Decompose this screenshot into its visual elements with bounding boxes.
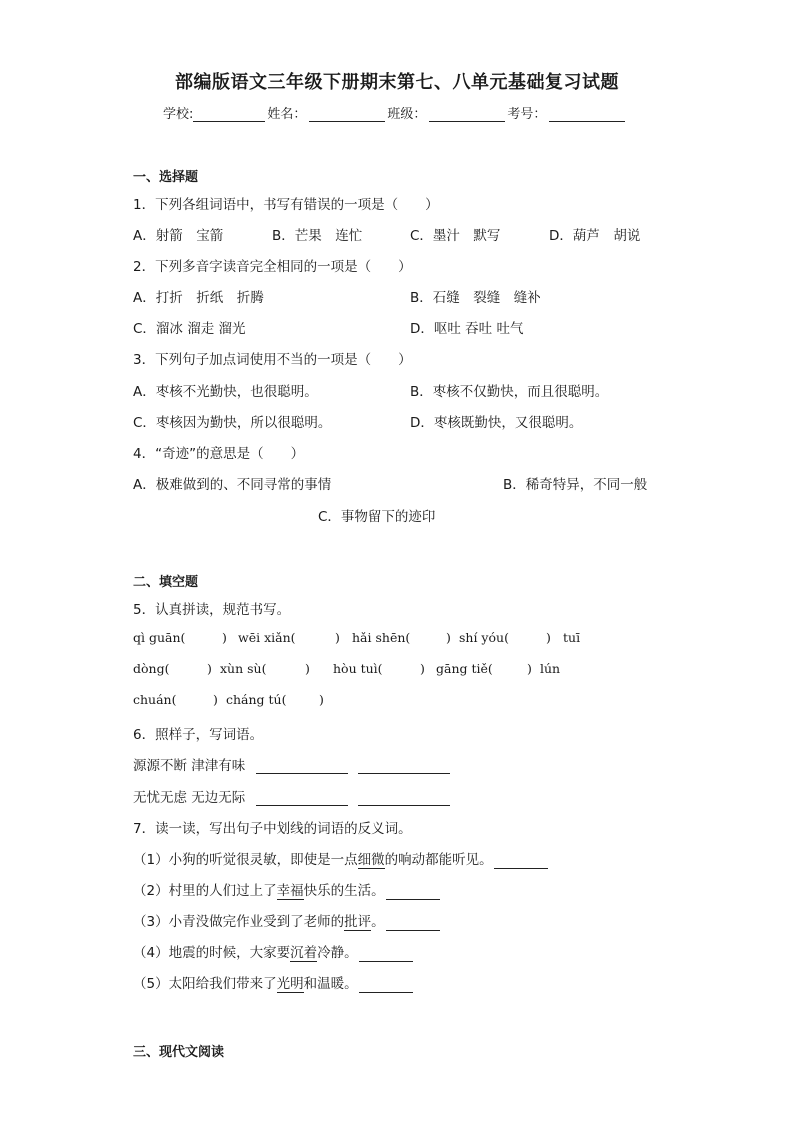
school-blank[interactable]	[193, 107, 265, 122]
pinyin-item: wēi xiǎn(	[238, 630, 296, 645]
q2-option-a[interactable]: A．打折 折纸 折腾	[133, 290, 264, 306]
answer-blank[interactable]	[358, 759, 450, 774]
q3-option-a[interactable]: A．枣核不光勤快，也很聪明。	[133, 384, 318, 400]
q2-option-c[interactable]: C．溜冰 溜走 溜光	[133, 321, 246, 337]
sentence-text: 的响动都能听见。	[384, 852, 493, 868]
q3-stem: 3．下列句子加点词使用不当的一项是（ ）	[133, 352, 412, 368]
page-title: 部编版语文三年级下册期末第七、八单元基础复习试题	[175, 72, 619, 93]
q2-option-b[interactable]: B．石缝 裂缝 缝补	[410, 290, 541, 306]
school-label: 学校:	[163, 107, 194, 122]
answer-blank[interactable]	[359, 947, 413, 962]
student-info-row	[163, 103, 627, 122]
pinyin-item: xùn sù(	[220, 661, 267, 676]
pinyin-close: )	[319, 692, 324, 707]
pinyin-close: )	[546, 630, 551, 645]
underlined-word: 沉着	[290, 945, 318, 961]
q1-option-b[interactable]: B．芒果 连忙	[272, 228, 363, 244]
pinyin-item: tuī	[563, 630, 581, 645]
q3-option-c[interactable]: C．枣核因为勤快，所以很聪明。	[133, 415, 332, 431]
pinyin-close: )	[446, 630, 451, 645]
underlined-word: 光明	[276, 976, 304, 992]
q4-option-c[interactable]: C．事物留下的迹印	[318, 509, 436, 525]
q5-stem: 5．认真拼读，规范书写。	[133, 602, 291, 618]
q1-option-a[interactable]: A．射箭 宝箭	[133, 228, 224, 244]
sentence-text: （1）小狗的听觉很灵敏，即使是一点	[133, 852, 358, 868]
pinyin-close: )	[527, 661, 532, 676]
pinyin-item: chuán(	[133, 692, 177, 707]
sentence-text: （5）太阳给我们带来了	[133, 976, 277, 992]
pinyin-item: dòng(	[133, 661, 170, 676]
pinyin-item: gāng tiě(	[436, 661, 493, 676]
underlined-word: 幸福	[276, 883, 304, 899]
answer-blank[interactable]	[256, 759, 348, 774]
q7-sentence-2	[133, 879, 440, 900]
answer-blank[interactable]	[256, 791, 348, 806]
section-heading-fill: 二、填空题	[133, 575, 199, 590]
q4-stem: 4．“奇迹”的意思是（ ）	[133, 446, 305, 462]
answer-blank[interactable]	[494, 854, 548, 869]
q6-stem: 6．照样子，写词语。	[133, 727, 264, 743]
q6-example-1	[133, 754, 450, 774]
q7-sentence-3	[133, 910, 440, 931]
answer-blank[interactable]	[358, 791, 450, 806]
pinyin-item: cháng tú(	[226, 692, 287, 707]
sentence-text: （4）地震的时候，大家要	[133, 945, 291, 961]
class-blank[interactable]	[429, 107, 505, 122]
q6-example-words: 源源不断 津津有味	[133, 758, 246, 774]
pinyin-close: )	[420, 661, 425, 676]
sentence-text: （3）小青没做完作业受到了老师的	[133, 914, 345, 930]
answer-blank[interactable]	[386, 885, 440, 900]
pinyin-item: shí yóu(	[459, 630, 509, 645]
q1-stem: 1．下列各组词语中，书写有错误的一项是（ ）	[133, 197, 439, 213]
pinyin-item: hòu tuì(	[333, 661, 383, 676]
pinyin-item: hǎi shēn(	[352, 630, 411, 645]
underlined-word: 批评	[344, 914, 372, 930]
number-label: 考号：	[507, 107, 547, 122]
q6-example-2	[133, 786, 450, 806]
class-label: 班级：	[387, 107, 427, 122]
sentence-text: 。	[371, 914, 385, 930]
q3-option-d[interactable]: D．枣核既勤快，又很聪明。	[410, 415, 583, 431]
q7-stem: 7．读一读，写出句子中划线的词语的反义词。	[133, 821, 412, 837]
section-heading-reading: 三、现代文阅读	[133, 1045, 225, 1060]
q4-option-b[interactable]: B．稀奇特异，不同一般	[503, 477, 648, 493]
q7-sentence-5	[133, 972, 413, 993]
number-blank[interactable]	[549, 107, 625, 122]
pinyin-item: lún	[540, 661, 561, 676]
pinyin-close: )	[222, 630, 227, 645]
q2-option-d[interactable]: D．呕吐 吞吐 吐气	[410, 321, 524, 337]
q7-sentence-1	[133, 848, 548, 869]
sentence-text: 冷静。	[317, 945, 358, 961]
q1-option-c[interactable]: C．墨汁 默写	[410, 228, 501, 244]
pinyin-close: )	[213, 692, 218, 707]
q7-sentence-4	[133, 941, 413, 962]
q1-option-d[interactable]: D．葫芦 胡说	[549, 228, 641, 244]
q6-example-words: 无忧无虑 无边无际	[133, 790, 246, 806]
name-label: 姓名：	[267, 107, 307, 122]
answer-blank[interactable]	[359, 978, 413, 993]
pinyin-close: )	[207, 661, 212, 676]
q3-option-b[interactable]: B．枣核不仅勤快，而且很聪明。	[410, 384, 609, 400]
pinyin-item: qì guān(	[133, 630, 186, 645]
sentence-text: 快乐的生活。	[303, 883, 385, 899]
sentence-text: 和温暖。	[303, 976, 358, 992]
answer-blank[interactable]	[386, 916, 440, 931]
section-heading-choice: 一、选择题	[133, 170, 199, 185]
underlined-word: 细微	[357, 852, 385, 868]
pinyin-close: )	[335, 630, 340, 645]
name-blank[interactable]	[309, 107, 385, 122]
sentence-text: （2）村里的人们过上了	[133, 883, 277, 899]
pinyin-close: )	[305, 661, 310, 676]
q2-stem: 2．下列多音字读音完全相同的一项是（ ）	[133, 259, 412, 275]
q4-option-a[interactable]: A．极难做到的、不同寻常的事情	[133, 477, 332, 493]
